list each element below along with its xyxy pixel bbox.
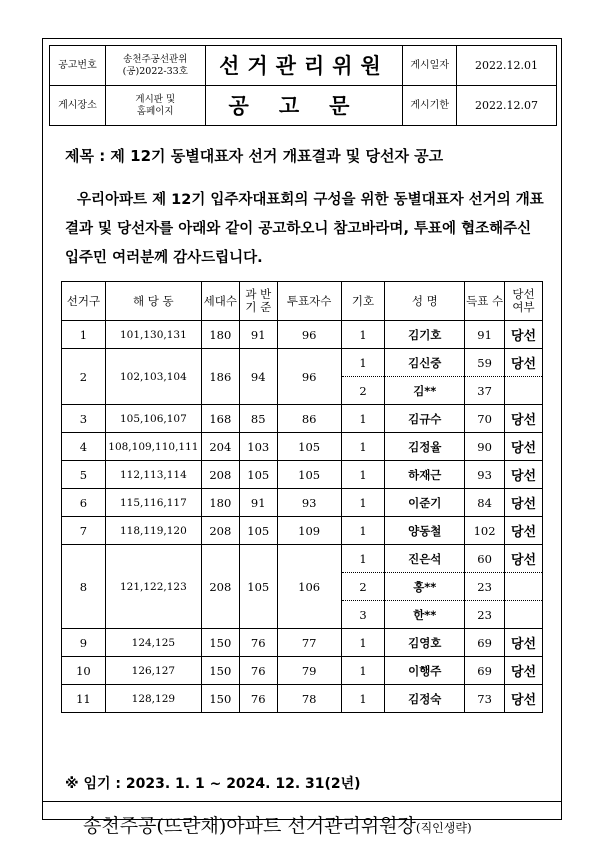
cell-households: 180 [201, 489, 239, 517]
col-majority: 과 반 기 준 [239, 282, 277, 321]
post-place-value: 게시판 및 홈페이지 [105, 86, 205, 126]
post-date-label: 게시일자 [403, 46, 457, 86]
cell-name: 홍** [385, 573, 465, 601]
cell-majority: 76 [239, 685, 277, 713]
cell-elected: 당선 [505, 321, 543, 349]
cell-name: 이준기 [385, 489, 465, 517]
cell-votes: 73 [465, 685, 505, 713]
term-period: ※ 임기 : 2023. 1. 1 ~ 2024. 12. 31(2년) [65, 776, 361, 792]
cell-dong: 108,109,110,111 [105, 433, 201, 461]
cell-households: 150 [201, 629, 239, 657]
cell-elected: 당선 [505, 657, 543, 685]
cell-voters: 93 [277, 489, 341, 517]
cell-dong: 115,116,117 [105, 489, 201, 517]
cell-elected [505, 573, 543, 601]
cell-symbol: 1 [341, 657, 385, 685]
cell-symbol: 1 [341, 433, 385, 461]
cell-voters: 78 [277, 685, 341, 713]
cell-votes: 69 [465, 657, 505, 685]
signer [83, 811, 472, 838]
main-title-line1: 선거관리위원 [205, 46, 403, 86]
table-row [62, 321, 543, 349]
cell-symbol: 1 [341, 489, 385, 517]
cell-name: 김** [385, 377, 465, 405]
notice-header-table [49, 45, 557, 126]
cell-name: 김규수 [385, 405, 465, 433]
cell-elected: 당선 [505, 405, 543, 433]
notice-frame [42, 38, 562, 837]
cell-elected: 당선 [505, 349, 543, 377]
cell-voters: 106 [277, 545, 341, 629]
cell-voters: 79 [277, 657, 341, 685]
post-deadline-label: 게시기한 [403, 86, 457, 126]
results-table [61, 281, 543, 713]
col-dong: 해 당 동 [105, 282, 201, 321]
cell-district: 1 [62, 321, 106, 349]
cell-voters: 86 [277, 405, 341, 433]
cell-majority: 91 [239, 321, 277, 349]
cell-households: 204 [201, 433, 239, 461]
table-row [62, 657, 543, 685]
cell-name: 하재근 [385, 461, 465, 489]
seal-note: (직인생략) [415, 821, 472, 835]
cell-majority: 91 [239, 489, 277, 517]
cell-elected [505, 377, 543, 405]
cell-majority: 76 [239, 629, 277, 657]
cell-district: 9 [62, 629, 106, 657]
main-title-line2: 공고문 [205, 86, 403, 126]
cell-votes: 102 [465, 517, 505, 545]
cell-voters: 96 [277, 349, 341, 405]
cell-elected: 당선 [505, 545, 543, 573]
cell-district: 8 [62, 545, 106, 629]
cell-elected: 당선 [505, 685, 543, 713]
cell-dong: 118,119,120 [105, 517, 201, 545]
cell-votes: 91 [465, 321, 505, 349]
table-row [62, 489, 543, 517]
cell-name: 진은석 [385, 545, 465, 573]
cell-votes: 93 [465, 461, 505, 489]
cell-households: 150 [201, 657, 239, 685]
cell-votes: 70 [465, 405, 505, 433]
cell-households: 150 [201, 685, 239, 713]
cell-majority: 85 [239, 405, 277, 433]
col-elected: 당선 여부 [505, 282, 543, 321]
cell-district: 3 [62, 405, 106, 433]
signer-name: 송천주공(뜨란채)아파트 선거관리위원장 [83, 815, 416, 837]
cell-elected: 당선 [505, 517, 543, 545]
cell-symbol: 1 [341, 461, 385, 489]
cell-elected: 당선 [505, 629, 543, 657]
cell-district: 2 [62, 349, 106, 405]
post-place-label: 게시장소 [50, 86, 106, 126]
cell-district: 10 [62, 657, 106, 685]
cell-symbol: 1 [341, 685, 385, 713]
col-name: 성 명 [385, 282, 465, 321]
cell-name: 김정율 [385, 433, 465, 461]
table-row [62, 517, 543, 545]
cell-name: 한** [385, 601, 465, 629]
cell-symbol: 1 [341, 349, 385, 377]
results-header-row [62, 282, 543, 321]
cell-dong: 121,122,123 [105, 545, 201, 629]
cell-votes: 23 [465, 601, 505, 629]
col-votes: 득표 수 [465, 282, 505, 321]
cell-district: 4 [62, 433, 106, 461]
cell-dong: 105,106,107 [105, 405, 201, 433]
cell-households: 180 [201, 321, 239, 349]
table-row [62, 349, 543, 377]
cell-name: 양동철 [385, 517, 465, 545]
cell-majority: 94 [239, 349, 277, 405]
cell-voters: 96 [277, 321, 341, 349]
cell-households: 168 [201, 405, 239, 433]
cell-symbol: 1 [341, 517, 385, 545]
cell-name: 김신중 [385, 349, 465, 377]
cell-votes: 60 [465, 545, 505, 573]
cell-elected: 당선 [505, 489, 543, 517]
table-row [62, 461, 543, 489]
cell-name: 김정숙 [385, 685, 465, 713]
cell-votes: 59 [465, 349, 505, 377]
cell-dong: 126,127 [105, 657, 201, 685]
cell-households: 208 [201, 545, 239, 629]
col-voters: 투표자수 [277, 282, 341, 321]
notice-title: 제목 : 제 12기 동별대표자 선거 개표결과 및 당선자 공고 [65, 147, 444, 165]
cell-dong: 102,103,104 [105, 349, 201, 405]
footer-divider [43, 801, 561, 802]
cell-voters: 105 [277, 461, 341, 489]
cell-symbol: 1 [341, 321, 385, 349]
cell-majority: 105 [239, 517, 277, 545]
col-households: 세대수 [201, 282, 239, 321]
cell-households: 186 [201, 349, 239, 405]
table-row [62, 629, 543, 657]
cell-symbol: 1 [341, 629, 385, 657]
cell-district: 5 [62, 461, 106, 489]
table-row [62, 433, 543, 461]
cell-symbol: 2 [341, 377, 385, 405]
cell-votes: 69 [465, 629, 505, 657]
notice-no-value: 송천주공선관위 (공)2022-33호 [105, 46, 205, 86]
cell-dong: 128,129 [105, 685, 201, 713]
cell-majority: 105 [239, 461, 277, 489]
cell-majority: 76 [239, 657, 277, 685]
table-row [62, 685, 543, 713]
cell-votes: 23 [465, 573, 505, 601]
cell-voters: 109 [277, 517, 341, 545]
cell-elected [505, 601, 543, 629]
cell-symbol: 2 [341, 573, 385, 601]
cell-district: 7 [62, 517, 106, 545]
col-district: 선거구 [62, 282, 106, 321]
cell-name: 김기호 [385, 321, 465, 349]
cell-symbol: 1 [341, 545, 385, 573]
cell-households: 208 [201, 517, 239, 545]
cell-name: 김영호 [385, 629, 465, 657]
col-symbol: 기호 [341, 282, 385, 321]
cell-dong: 101,130,131 [105, 321, 201, 349]
cell-dong: 124,125 [105, 629, 201, 657]
notice-no-label: 공고번호 [50, 46, 106, 86]
notice-body: 우리아파트 제 12기 입주자대표회의 구성을 위한 동별대표자 선거의 개표 결과 및 당선자를 아래와 같이 공고하오니 참고바라며, 투표에 협조해주신 입주민 여러분께 감사드립니다. [65, 192, 544, 266]
cell-voters: 77 [277, 629, 341, 657]
cell-households: 208 [201, 461, 239, 489]
cell-elected: 당선 [505, 433, 543, 461]
cell-district: 11 [62, 685, 106, 713]
table-row [62, 545, 543, 573]
cell-elected: 당선 [505, 461, 543, 489]
cell-votes: 37 [465, 377, 505, 405]
table-row [62, 405, 543, 433]
cell-name: 이행주 [385, 657, 465, 685]
cell-votes: 90 [465, 433, 505, 461]
post-date-value: 2022.12.01 [457, 46, 557, 86]
results-body [62, 321, 543, 713]
cell-dong: 112,113,114 [105, 461, 201, 489]
cell-voters: 105 [277, 433, 341, 461]
cell-votes: 84 [465, 489, 505, 517]
cell-symbol: 1 [341, 405, 385, 433]
cell-district: 6 [62, 489, 106, 517]
post-deadline-value: 2022.12.07 [457, 86, 557, 126]
cell-majority: 103 [239, 433, 277, 461]
cell-symbol: 3 [341, 601, 385, 629]
cell-majority: 105 [239, 545, 277, 629]
